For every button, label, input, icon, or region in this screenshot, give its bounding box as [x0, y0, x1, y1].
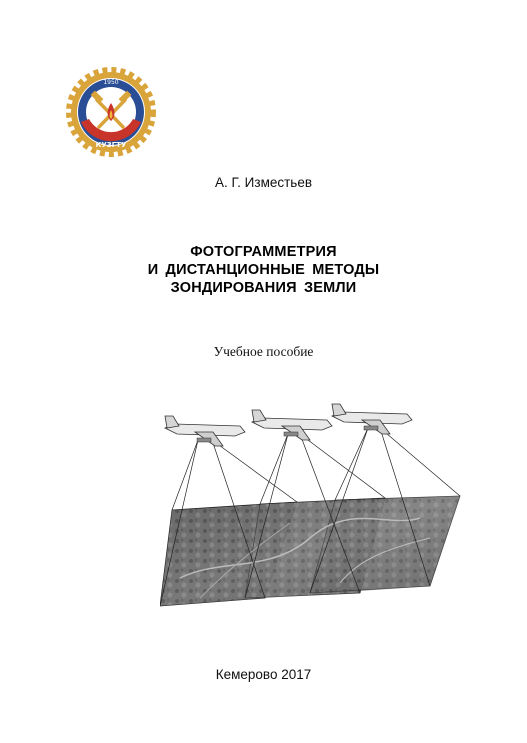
- title-line-3: ЗОНДИРОВАНИЯ ЗЕМЛИ: [170, 280, 357, 296]
- logo-year: 1950: [103, 79, 119, 86]
- plane-1: [165, 416, 245, 446]
- kuzgtu-emblem-icon: [66, 67, 156, 157]
- title-line-2: И ДИСТАНЦИОННЫЕ МЕТОДЫ: [147, 262, 380, 278]
- book-title: [0, 243, 527, 297]
- city-year: Кемерово 2017: [215, 667, 312, 682]
- title-line-1: ФОТОГРАММЕТРИЯ: [190, 244, 337, 260]
- aerial-survey-planes-icon: [160, 398, 480, 613]
- plane-2: [252, 410, 332, 440]
- logo-name: КУЗГТУ: [95, 141, 127, 149]
- book-subtitle: Учебное пособие: [213, 344, 314, 359]
- plane-3: [332, 404, 412, 434]
- ground-photo-mosaic: [160, 496, 460, 606]
- author-name: А. Г. Изместьев: [215, 175, 312, 190]
